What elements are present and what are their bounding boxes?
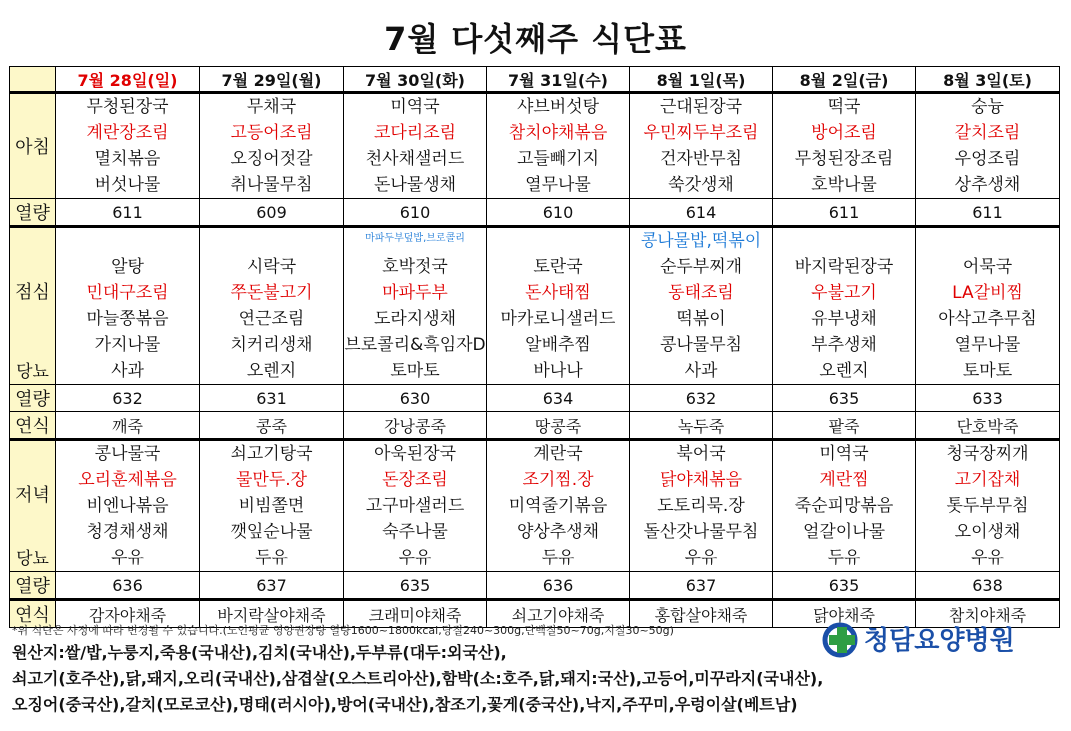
snack-item: 쇠고기야채죽 bbox=[487, 600, 630, 628]
dish-item: 토마토 bbox=[962, 361, 1013, 381]
hospital-name: 청담요양병원 bbox=[864, 626, 1015, 656]
dish-item: 열무나물 bbox=[525, 175, 591, 195]
dish-item: 두유 bbox=[255, 548, 288, 568]
dish-item: 고등어조림 bbox=[230, 123, 313, 143]
kcal-value: 637 bbox=[200, 572, 344, 600]
dish-item: 연근조림 bbox=[238, 309, 305, 329]
dinner-label bbox=[10, 440, 56, 572]
dish-item: 천사채샐러드 bbox=[365, 149, 465, 169]
dish-item: 샤브버섯탕 bbox=[516, 97, 600, 117]
snack-item: 강낭콩죽 bbox=[344, 412, 487, 440]
dish-item: 돈장조림 bbox=[382, 470, 448, 490]
dish-item: 방어조림 bbox=[811, 123, 877, 143]
page-title: 7월 다섯째주 식단표 bbox=[384, 20, 687, 58]
breakfast-cell bbox=[487, 93, 630, 199]
dish-item: 숭늉 bbox=[971, 97, 1004, 117]
lunch-cell bbox=[487, 227, 630, 385]
kcal-value: 614 bbox=[630, 199, 773, 227]
dish-item: 동태조림 bbox=[668, 283, 734, 303]
kcal-value: 611 bbox=[56, 199, 200, 227]
origin-line: 쇠고기(호주산),닭,돼지,오리(국내산),삼겹살(오스트리아산),함박(소:호주,닭,돼지:국산),고등어,미꾸라지(국내산), bbox=[12, 669, 824, 688]
lunch-cell bbox=[344, 227, 487, 385]
dinner-diabetic-label: 당뇨 bbox=[16, 549, 49, 569]
dish-item: 무청된장국 bbox=[86, 97, 169, 117]
breakfast-cell bbox=[773, 93, 916, 199]
kcal-value: 635 bbox=[773, 385, 916, 412]
dish-item: 호박젓국 bbox=[382, 257, 448, 277]
kcal-value: 610 bbox=[487, 199, 630, 227]
kcal-value: 638 bbox=[916, 572, 1060, 600]
dish-item: 시락국 bbox=[246, 257, 297, 277]
dish-item: 숙주나물 bbox=[382, 522, 448, 542]
day-header: 7월 30일(화) bbox=[344, 67, 487, 93]
lunch-label-text: 점심 bbox=[15, 282, 50, 303]
dish-item: 북어국 bbox=[676, 444, 726, 464]
lunch-cell bbox=[916, 227, 1060, 385]
snack-item: 팥죽 bbox=[773, 412, 916, 440]
dish-item: 콩나물국 bbox=[94, 444, 161, 464]
day-header: 7월 28일(일) bbox=[56, 67, 200, 93]
kcal-value: 611 bbox=[773, 199, 916, 227]
dish-item: 멸치볶음 bbox=[94, 149, 161, 169]
dish-item: 콩나물무침 bbox=[659, 335, 743, 355]
breakfast-kcal-label: 열량 bbox=[10, 199, 56, 227]
dinner-cell bbox=[487, 440, 630, 572]
dish-item: 알배추찜 bbox=[525, 335, 591, 355]
dish-item: 우유 bbox=[684, 548, 718, 568]
dinner-snack-label: 연식 bbox=[10, 600, 56, 628]
dish-item: 우불고기 bbox=[811, 283, 877, 303]
day-header: 8월 3일(토) bbox=[916, 67, 1060, 93]
dish-item: 미역국 bbox=[819, 444, 869, 464]
dish-item: 계란찜 bbox=[819, 470, 869, 490]
dish-item: 바지락된장국 bbox=[794, 257, 894, 277]
breakfast-cell bbox=[56, 93, 200, 199]
dish-item: 돌산갓나물무침 bbox=[643, 522, 759, 542]
dish-item: 무채국 bbox=[246, 97, 297, 117]
corner-cell bbox=[10, 67, 56, 93]
dish-item: 청국장찌개 bbox=[946, 444, 1029, 464]
dish-item: 쇠고기탕국 bbox=[230, 444, 313, 464]
menu-table bbox=[9, 66, 1060, 628]
lunch-label bbox=[10, 227, 56, 385]
dish-item: 부추생채 bbox=[811, 335, 877, 355]
snack-item: 참치야채죽 bbox=[916, 600, 1060, 628]
dish-item: 떡국 bbox=[827, 97, 861, 117]
day-header: 7월 29일(월) bbox=[200, 67, 344, 93]
dish-item: 고기잡채 bbox=[954, 470, 1021, 490]
dish-item: 돈사태찜 bbox=[525, 283, 591, 303]
kcal-value: 631 bbox=[200, 385, 344, 412]
dish-item: 토마토 bbox=[390, 361, 440, 381]
kcal-value: 635 bbox=[773, 572, 916, 600]
dish-item: 아삭고추무침 bbox=[938, 309, 1037, 329]
dish-item: 우엉조림 bbox=[954, 149, 1021, 169]
dish-item: 치커리생채 bbox=[230, 335, 313, 355]
dish-item: LA갈비찜 bbox=[952, 283, 1023, 303]
dish-item: 가지나물 bbox=[94, 335, 161, 355]
dish-item: 물만두.장 bbox=[235, 470, 308, 490]
snack-item: 홍합살야채죽 bbox=[630, 600, 773, 628]
kcal-value: 637 bbox=[630, 572, 773, 600]
dish-item: 오이생채 bbox=[954, 522, 1021, 542]
kcal-value: 609 bbox=[200, 199, 344, 227]
special-meal-note: 콩나물밥,떡볶이 bbox=[640, 231, 762, 251]
dish-item: 우유 bbox=[398, 548, 432, 568]
snack-item: 땅콩죽 bbox=[487, 412, 630, 440]
kcal-value: 636 bbox=[487, 572, 630, 600]
dish-item: 계란장조림 bbox=[86, 123, 169, 143]
origin-line: 원산지:쌀/밥,누룽지,죽용(국내산),김치(국내산),두부류(대두:외국산), bbox=[12, 643, 507, 662]
kcal-value: 636 bbox=[56, 572, 200, 600]
snack-item: 닭야채죽 bbox=[773, 600, 916, 628]
dinner-kcal-label: 열량 bbox=[10, 572, 56, 600]
dish-item: 마파두부 bbox=[382, 283, 448, 303]
snack-item: 녹두죽 bbox=[630, 412, 773, 440]
dish-item: 오징어젓갈 bbox=[230, 149, 313, 169]
breakfast-cell bbox=[916, 93, 1060, 199]
dish-item: 도라지생채 bbox=[373, 309, 457, 329]
origin-info bbox=[12, 640, 1062, 718]
dish-item: 아욱된장국 bbox=[373, 444, 457, 464]
dish-item: 마카로니샐러드 bbox=[500, 309, 616, 329]
dinner-cell bbox=[344, 440, 487, 572]
kcal-value: 635 bbox=[344, 572, 487, 600]
dish-item: 버섯나물 bbox=[94, 175, 161, 195]
lunch-cell bbox=[773, 227, 916, 385]
dish-item: 두유 bbox=[541, 548, 575, 568]
dish-item: 어묵국 bbox=[962, 257, 1013, 277]
lunch-cell bbox=[200, 227, 344, 385]
dinner-cell bbox=[916, 440, 1060, 572]
dish-item: 조기찜.장 bbox=[522, 470, 594, 490]
dish-item: 참치야채볶음 bbox=[508, 123, 608, 143]
dish-item: 사과 bbox=[684, 361, 718, 381]
dish-item: 순두부찌개 bbox=[659, 257, 743, 277]
snack-item: 크래미야채죽 bbox=[344, 600, 487, 628]
dish-item: 톳두부무침 bbox=[946, 496, 1029, 516]
dish-item: 미역줄기볶음 bbox=[508, 496, 608, 516]
dish-item: 유부냉채 bbox=[811, 309, 877, 329]
day-header: 8월 2일(금) bbox=[773, 67, 916, 93]
kcal-value: 633 bbox=[916, 385, 1060, 412]
dish-item: 브로콜리&흑임자D bbox=[344, 335, 486, 355]
dish-item: 두유 bbox=[827, 548, 861, 568]
snack-item: 감자야채죽 bbox=[56, 600, 200, 628]
dish-item: 청경채생채 bbox=[86, 522, 169, 542]
dish-item: 양상추생채 bbox=[516, 522, 600, 542]
dish-item: 무청된장조림 bbox=[794, 149, 894, 169]
dish-item: 비빔쫄면 bbox=[238, 496, 305, 516]
dinner-cell bbox=[773, 440, 916, 572]
dinner-cell bbox=[56, 440, 200, 572]
dish-item: 바나나 bbox=[533, 361, 583, 381]
dish-item: 갈치조림 bbox=[954, 123, 1021, 143]
snack-item: 단호박죽 bbox=[916, 412, 1060, 440]
dish-item: 쑥갓생채 bbox=[668, 175, 734, 195]
snack-item: 깨죽 bbox=[56, 412, 200, 440]
lunch-diabetic-label: 당뇨 bbox=[16, 362, 49, 382]
breakfast-cell bbox=[200, 93, 344, 199]
kcal-value: 632 bbox=[56, 385, 200, 412]
dish-item: 닭야채볶음 bbox=[659, 470, 743, 490]
dish-item: 쭈돈불고기 bbox=[230, 283, 313, 303]
dish-item: 사과 bbox=[111, 361, 144, 381]
dish-item: 계란국 bbox=[533, 444, 583, 464]
dish-item: 떡볶이 bbox=[676, 309, 726, 329]
special-meal-note: 마파두부덮밥,브로콜리 bbox=[365, 233, 465, 244]
dish-item: 알탕 bbox=[111, 257, 144, 277]
lunch-cell bbox=[56, 227, 200, 385]
dish-item: 근대된장국 bbox=[659, 97, 743, 117]
dish-item: 열무나물 bbox=[954, 335, 1021, 355]
kcal-value: 630 bbox=[344, 385, 487, 412]
dish-item: 상추생채 bbox=[954, 175, 1021, 195]
dish-item: 비엔나볶음 bbox=[86, 496, 169, 516]
dish-item: 마늘쫑볶음 bbox=[86, 309, 169, 329]
dish-item: 코다리조림 bbox=[373, 123, 457, 143]
snack-item: 콩죽 bbox=[200, 412, 344, 440]
lunch-snack-label: 연식 bbox=[10, 412, 56, 440]
day-header: 7월 31일(수) bbox=[487, 67, 630, 93]
dish-item: 우민찌두부조림 bbox=[643, 123, 759, 143]
dish-item: 돈나물생채 bbox=[373, 175, 457, 195]
dish-item: 얼갈이나물 bbox=[802, 522, 886, 542]
dish-item: 고구마샐러드 bbox=[365, 496, 465, 516]
day-header: 8월 1일(목) bbox=[630, 67, 773, 93]
kcal-value: 610 bbox=[344, 199, 487, 227]
dish-item: 민대구조림 bbox=[86, 283, 169, 303]
dish-item: 오리훈제볶음 bbox=[78, 470, 177, 490]
dish-item: 죽순피망볶음 bbox=[794, 496, 894, 516]
dinner-cell bbox=[200, 440, 344, 572]
kcal-value: 632 bbox=[630, 385, 773, 412]
dish-item: 우유 bbox=[111, 548, 144, 568]
dish-item: 건자반무침 bbox=[659, 149, 743, 169]
dinner-cell bbox=[630, 440, 773, 572]
dish-item: 오렌지 bbox=[819, 361, 869, 381]
breakfast-cell bbox=[630, 93, 773, 199]
dish-item: 호박나물 bbox=[811, 175, 877, 195]
kcal-value: 634 bbox=[487, 385, 630, 412]
dinner-label-text: 저녁 bbox=[15, 485, 50, 506]
lunch-cell bbox=[630, 227, 773, 385]
dish-item: 고들빼기지 bbox=[516, 149, 600, 169]
dish-item: 오렌지 bbox=[246, 361, 297, 381]
dish-item: 미역국 bbox=[390, 97, 440, 117]
nutrition-note: *위 식단은 사정에 따라 변경될 수 있습니다.(노인평균 영양권장량 열량1600~1800kcal,당질240~300g,단백질50~70g,지질30~50g) bbox=[12, 624, 674, 637]
dish-item: 토란국 bbox=[533, 257, 583, 277]
origin-line: 오징어(중국산),갈치(모로코산),명태(러시아),방어(국내산),참조기,꽃게(중국산),낙지,주꾸미,우렁이살(베트남) bbox=[12, 695, 798, 714]
dish-item: 취나물무침 bbox=[230, 175, 313, 195]
dish-item: 깻잎순나물 bbox=[230, 522, 313, 542]
dish-item: 도토리묵.장 bbox=[657, 496, 745, 516]
breakfast-cell bbox=[344, 93, 487, 199]
dish-item: 우유 bbox=[971, 548, 1004, 568]
lunch-kcal-label: 열량 bbox=[10, 385, 56, 412]
snack-item: 바지락살야채죽 bbox=[200, 600, 344, 628]
breakfast-label: 아침 bbox=[10, 93, 56, 199]
kcal-value: 611 bbox=[916, 199, 1060, 227]
